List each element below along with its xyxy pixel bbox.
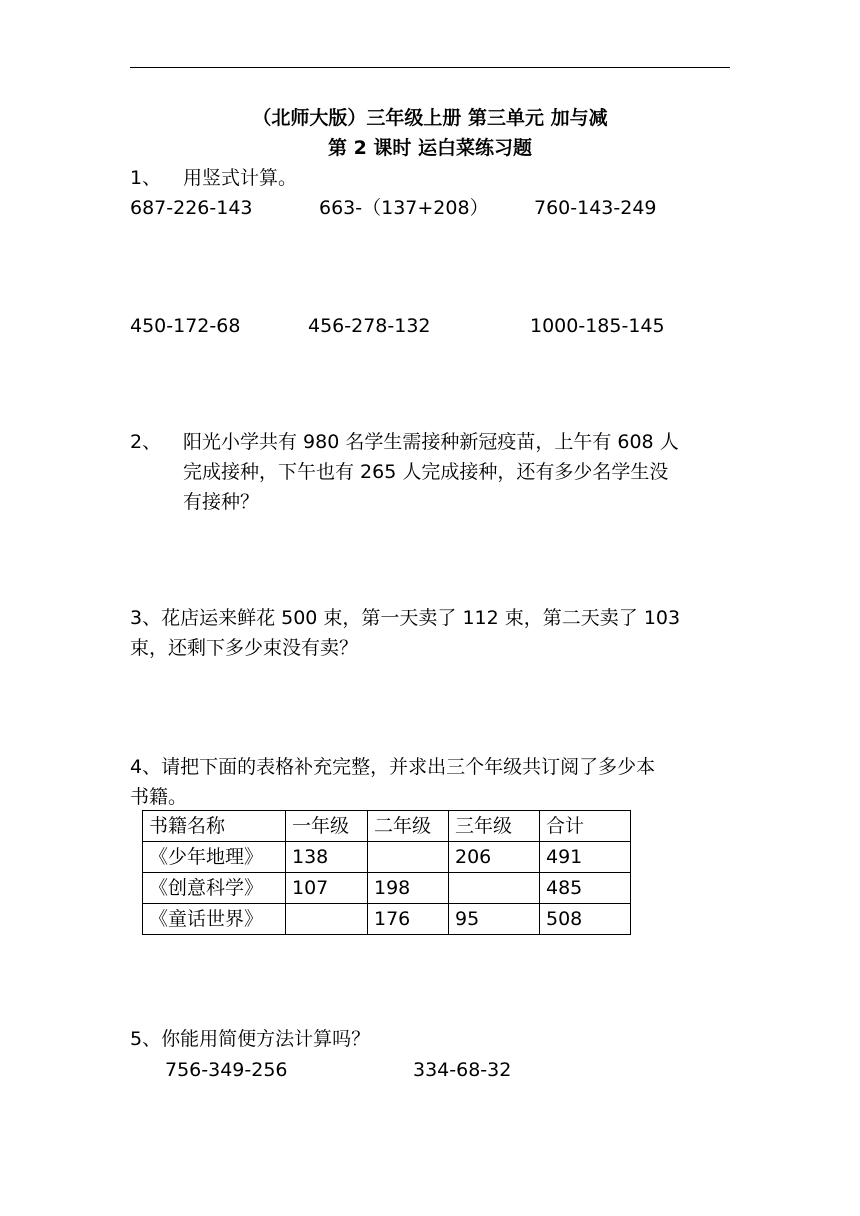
q1-expr-6: 1000-185-145: [530, 315, 665, 337]
q1-expr-3: 760-143-249: [534, 197, 657, 219]
table-cell: 176: [368, 904, 449, 935]
table-cell: 《创意科学》: [143, 873, 286, 904]
q4-line-2: 书籍。: [130, 786, 188, 808]
books-table: [142, 810, 631, 935]
q4-line-1: 4、请把下面的表格补充完整，并求出三个年级共订阅了多少本: [130, 756, 656, 778]
header-rule: [130, 67, 730, 68]
table-cell: 508: [540, 904, 631, 935]
table-header-cell: 一年级: [286, 811, 368, 842]
table-header-cell: 书籍名称: [143, 811, 286, 842]
table-cell: 《童话世界》: [143, 904, 286, 935]
q5-prompt: 5、你能用简便方法计算吗？: [130, 1028, 371, 1050]
q5-expr-1: 756-349-256: [165, 1059, 288, 1081]
q1-number: 1、: [130, 167, 162, 189]
table-cell: 138: [286, 842, 368, 873]
table-row: [143, 842, 631, 873]
table-cell: [286, 904, 368, 935]
table-cell: 198: [368, 873, 449, 904]
table-row: [143, 873, 631, 904]
page-title: （北师大版）三年级上册 第三单元 加与减: [252, 107, 608, 129]
table-cell: 206: [449, 842, 540, 873]
table-cell: 491: [540, 842, 631, 873]
q1-prompt: 用竖式计算。: [183, 167, 298, 189]
q2-number: 2、: [130, 431, 162, 453]
q2-line-2: 完成接种，下午也有 265 人完成接种，还有多少名学生没: [183, 461, 669, 483]
table-cell: 485: [540, 873, 631, 904]
q1-expr-1: 687-226-143: [130, 197, 253, 219]
table-header-row: [143, 811, 631, 842]
q1-expr-4: 450-172-68: [130, 315, 241, 337]
table-cell: 《少年地理》: [143, 842, 286, 873]
q5-expr-2: 334-68-32: [413, 1059, 512, 1081]
table-cell: 107: [286, 873, 368, 904]
q2-line-1: 阳光小学共有 980 名学生需接种新冠疫苗，上午有 608 人: [183, 431, 679, 453]
table-cell: [449, 873, 540, 904]
table-cell: 95: [449, 904, 540, 935]
q3-line-1: 3、花店运来鲜花 500 束，第一天卖了 112 束，第二天卖了 103: [130, 607, 681, 629]
q1-expr-5: 456-278-132: [308, 315, 431, 337]
table-header-cell: 二年级: [368, 811, 449, 842]
q1-expr-2: 663-（137+208）: [319, 197, 489, 219]
table-cell: [368, 842, 449, 873]
page-subtitle: 第 2 课时 运白菜练习题: [327, 137, 533, 159]
table-row: [143, 904, 631, 935]
q2-line-3: 有接种？: [183, 491, 260, 513]
table-header-cell: 三年级: [449, 811, 540, 842]
q3-line-2: 束，还剩下多少束没有卖？: [130, 637, 359, 659]
table-header-cell: 合计: [540, 811, 631, 842]
